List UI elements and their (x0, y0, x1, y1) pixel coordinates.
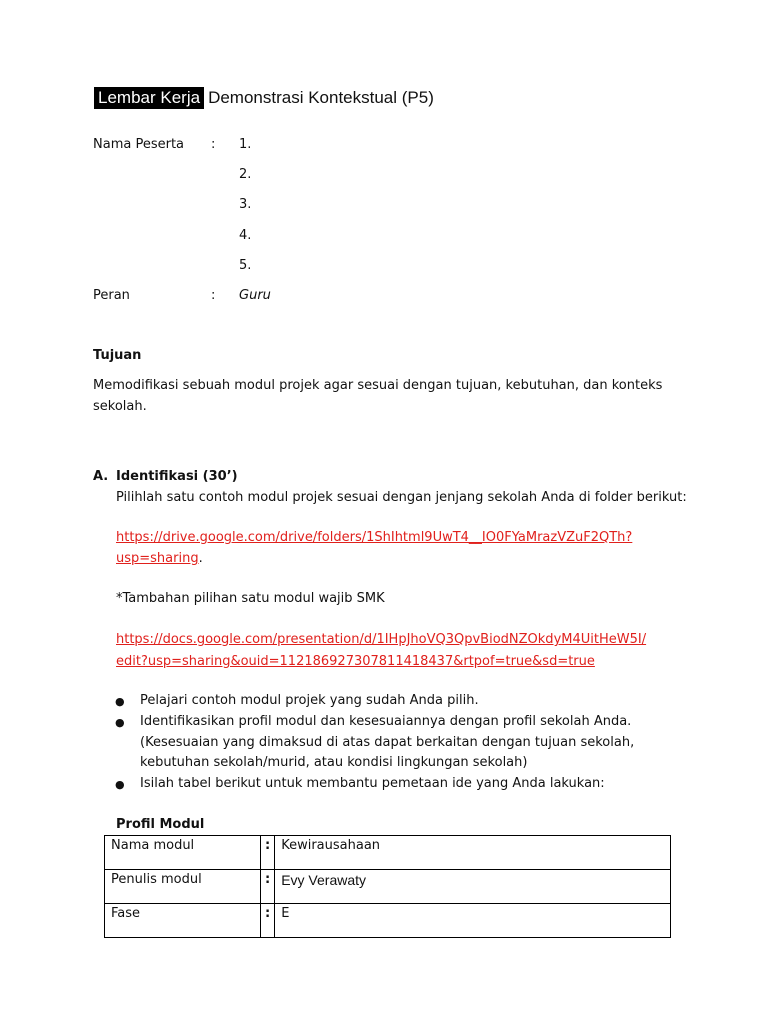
tujuan-line-1: Memodifikasi sebuah modul projek agar sesuai dengan tujuan, kebutuhan, dan konteks (93, 378, 663, 393)
drive-folder-link-end (116, 551, 203, 566)
participants-label: Nama Peserta (93, 137, 185, 152)
bullet-dot-icon: ● (115, 716, 125, 729)
profil-colon: : (261, 870, 275, 904)
profil-label-penulis: Penulis modul (105, 870, 261, 904)
section-a-instruction: Pilihlah satu contoh modul projek sesuai dengan jenjang sekolah Anda di folder berikut: (116, 490, 687, 505)
bullet-item-2-line-3: kebutuhan sekolah/murid, atau kondisi lingkungan sekolah) (140, 755, 528, 770)
profil-label-fase: Fase (105, 904, 261, 938)
bullet-item-1: Pelajari contoh modul projek yang sudah Anda pilih. (140, 693, 479, 708)
bullet-dot-icon: ● (115, 695, 125, 708)
page-title (94, 88, 434, 108)
title-text: Demonstrasi Kontekstual (P5) (208, 88, 434, 107)
section-a-marker: A. (93, 469, 109, 484)
profil-value-penulis[interactable]: Evy Verawaty (275, 870, 671, 904)
participant-number-1: 1. (239, 137, 252, 152)
tujuan-line-2: sekolah. (93, 399, 147, 414)
link-period: . (198, 551, 203, 566)
smk-presentation-link-continued[interactable]: edit?usp=sharing&ouid=112186927307811418437&rtpof=true&sd=true (116, 654, 595, 669)
participant-number-5: 5. (239, 258, 252, 273)
drive-folder-link-continued[interactable]: usp=sharing (116, 551, 199, 566)
profil-value-nama[interactable]: Kewirausahaan (275, 836, 671, 870)
tujuan-heading: Tujuan (93, 348, 142, 363)
participant-number-2: 2. (239, 167, 252, 182)
section-a-heading: Identifikasi (30’) (116, 469, 238, 484)
role-value: Guru (239, 288, 271, 303)
profil-colon: : (261, 836, 275, 870)
participants-colon: : (211, 137, 216, 152)
table-row (105, 870, 671, 904)
profil-heading: Profil Modul (116, 817, 205, 832)
role-colon: : (211, 288, 216, 303)
bullet-item-2-line-2: (Kesesuaian yang dimaksud di atas dapat berkaitan dengan tujuan sekolah, (140, 735, 635, 750)
table-row (105, 836, 671, 870)
profil-label-nama: Nama modul (105, 836, 261, 870)
bullet-dot-icon: ● (115, 778, 125, 791)
profil-colon: : (261, 904, 275, 938)
participant-number-4: 4. (239, 228, 252, 243)
participant-number-3: 3. (239, 197, 252, 212)
smk-presentation-link[interactable]: https://docs.google.com/presentation/d/1IHpJhoVQ3QpvBiodNZOkdyM4UitHeW5I/ (116, 632, 647, 647)
profil-table (104, 835, 671, 938)
drive-folder-link[interactable]: https://drive.google.com/drive/folders/1ShIhtml9UwT4__IO0FYaMrazVZuF2QTh? (116, 530, 633, 545)
profil-value-fase[interactable]: E (275, 904, 671, 938)
bullet-item-3: Isilah tabel berikut untuk membantu pemetaan ide yang Anda lakukan: (140, 776, 605, 791)
bullet-item-2: Identifikasikan profil modul dan kesesuaiannya dengan profil sekolah Anda. (140, 714, 632, 729)
title-highlight: Lembar Kerja (94, 87, 204, 109)
role-label: Peran (93, 288, 130, 303)
table-row (105, 904, 671, 938)
smk-note: *Tambahan pilihan satu modul wajib SMK (116, 591, 385, 606)
